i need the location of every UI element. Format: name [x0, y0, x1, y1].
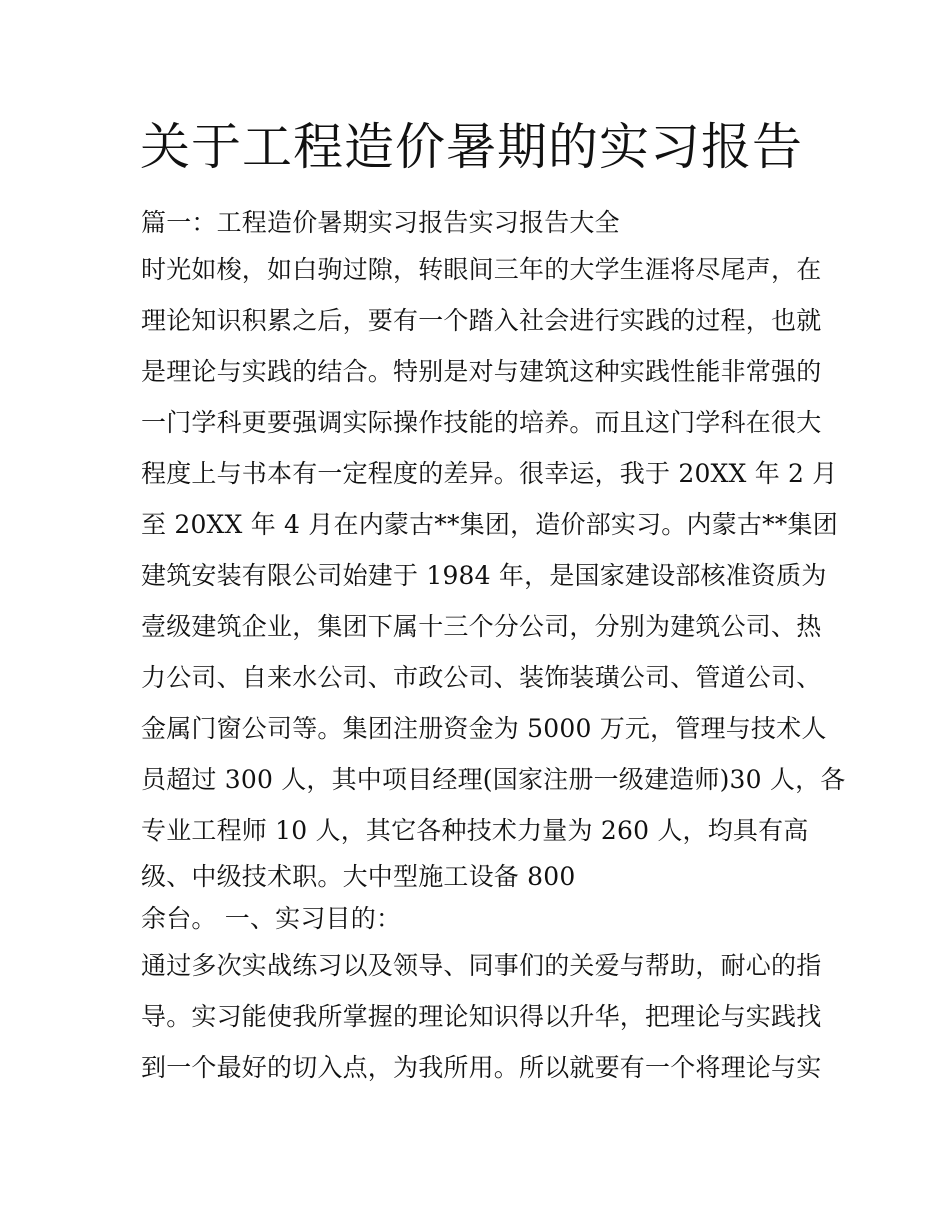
text-line: 一门学科更要强调实际操作技能的培养。而且这门学科在很大 — [141, 408, 822, 437]
text-line: 导。实习能使我所掌握的理论知识得以升华，把理论与实践找 — [141, 1002, 822, 1031]
text-line: 到一个最好的切入点，为我所用。所以就要有一个将理论与实 — [141, 1053, 822, 1082]
text-line: 级、中级技术职。大中型施工设备 800 — [141, 862, 576, 891]
text-line: 通过多次实战练习以及领导、同事们的关爱与帮助，耐心的指 — [141, 951, 822, 980]
text-line: 理论知识积累之后，要有一个踏入社会进行实践的过程，也就 — [141, 306, 822, 335]
text-line: 力公司、自来水公司、市政公司、装饰装璜公司、管道公司、 — [141, 663, 822, 692]
text-line: 程度上与书本有一定程度的差异。很幸运，我于 20XX 年 2 月 — [141, 459, 838, 488]
text-line: 是理论与实践的结合。特别是对与建筑这种实践性能非常强的 — [141, 357, 822, 386]
text-line: 专业工程师 10 人，其它各种技术力量为 260 人，均具有高 — [141, 816, 809, 845]
text-line: 建筑安装有限公司始建于 1984 年，是国家建设部核准资质为 — [141, 561, 827, 590]
text-line: 员超过 300 人，其中项目经理(国家注册一级建造师)30 人，各 — [141, 765, 846, 794]
page-title: 关于工程造价暑期的实习报告 — [140, 118, 803, 176]
text-line: 时光如梭，如白驹过隙，转眼间三年的大学生涯将尽尾声，在 — [141, 255, 822, 284]
subtitle-line: 篇一：工程造价暑期实习报告实习报告大全 — [141, 208, 620, 237]
text-line: 壹级建筑企业，集团下属十三个分公司，分别为建筑公司、热 — [141, 612, 822, 641]
text-line: 金属门窗公司等。集团注册资金为 5000 万元，管理与技术人 — [141, 714, 827, 743]
text-line: 至 20XX 年 4 月在内蒙古**集团，造价部实习。内蒙古**集团 — [141, 510, 838, 539]
section-heading-line: 余台。 一、实习目的： — [141, 904, 402, 933]
body-text — [141, 202, 846, 1093]
